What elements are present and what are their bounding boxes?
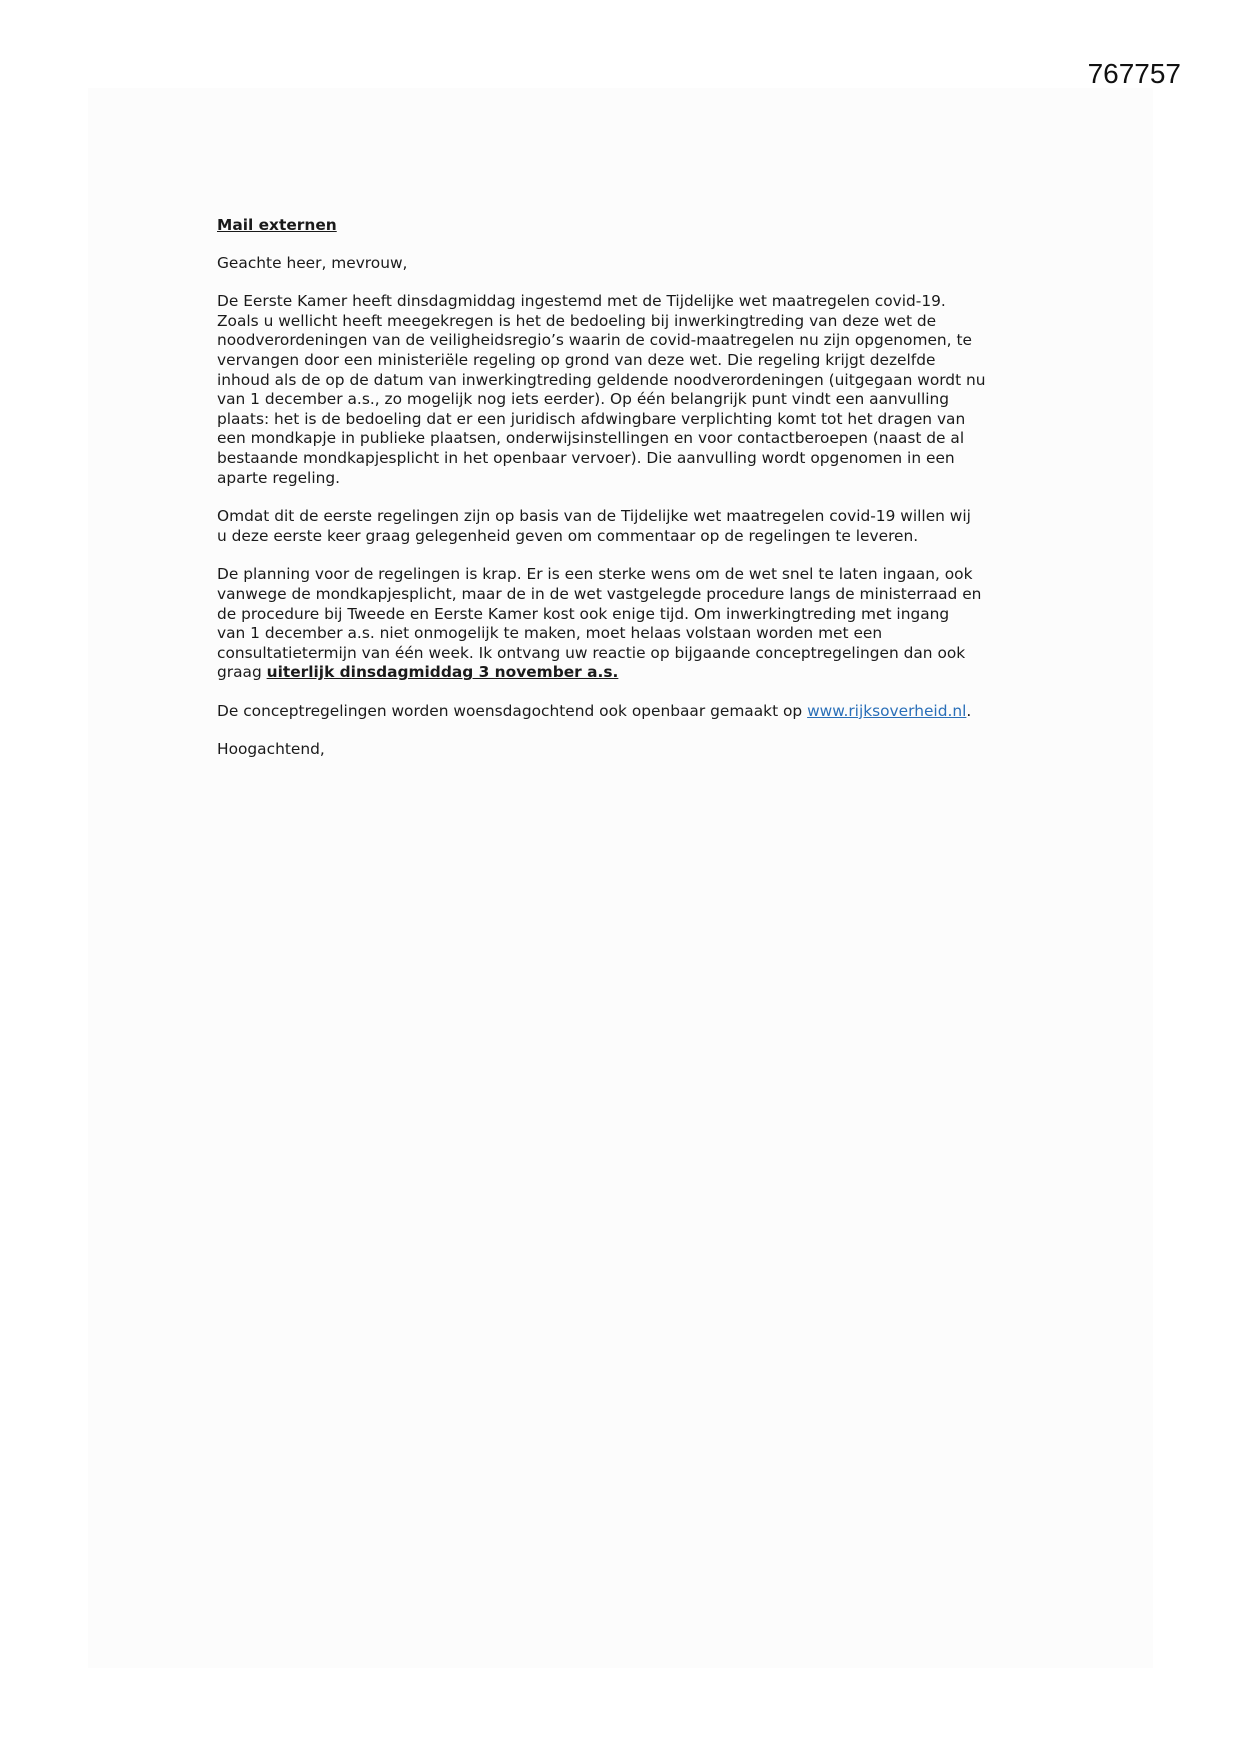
text-line: aparte regeling. <box>217 468 341 487</box>
email-title: Mail externen <box>217 216 337 234</box>
rijksoverheid-link[interactable]: www.rijksoverheid.nl <box>807 701 967 720</box>
text-line: inhoud als de op de datum van inwerkingtreding geldende noodverordeningen (uitgegaan wordt nu <box>217 370 986 389</box>
text-line: Omdat dit de eerste regelingen zijn op basis van de Tijdelijke wet maatregelen covid-19 willen wij <box>217 507 971 526</box>
closing: Hoogachtend, <box>217 740 325 759</box>
publication-text: De conceptregelingen worden woensdagochtend ook openbaar gemaakt op <box>217 701 808 720</box>
paragraph-publication <box>217 702 1037 722</box>
text-line: De planning voor de regelingen is krap. Er is een sterke wens om de wet snel te laten ingaan, ook <box>217 565 973 584</box>
text-line: bestaande mondkapjesplicht in het openbaar vervoer). Die aanvulling wordt opgenomen in een <box>217 448 955 467</box>
text-line: vanwege de mondkapjesplicht, maar de in de wet vastgelegde procedure langs de ministerraad en <box>217 584 982 603</box>
publication-suffix: . <box>966 701 972 720</box>
text-line: een mondkapje in publieke plaatsen, onderwijsinstellingen en voor contactberoepen (naast de al <box>217 429 965 448</box>
text-line: plaats: het is de bedoeling dat er een juridisch afdwingbare verplichting komt tot het dragen van <box>217 409 966 428</box>
text-line: De Eerste Kamer heeft dinsdagmiddag ingestemd met de Tijdelijke wet maatregelen covid-19. <box>217 292 946 311</box>
text-line: consultatietermijn van één week. Ik ontvang uw reactie op bijgaande conceptregelingen dan ook <box>217 643 966 662</box>
text-line: noodverordeningen van de veiligheidsregio’s waarin de covid-maatregelen nu zijn opgenomen, te <box>217 331 972 350</box>
text-line: Zoals u wellicht heeft meegekregen is het de bedoeling bij inwerkingtreding van deze wet de <box>217 311 937 330</box>
salutation: Geachte heer, mevrouw, <box>217 253 408 272</box>
deadline-prefix: graag <box>217 663 267 682</box>
deadline-text: uiterlijk dinsdagmiddag 3 november a.s. <box>266 663 619 682</box>
text-line: de procedure bij Tweede en Eerste Kamer kost ook enige tijd. Om inwerkingtreding met ingang <box>217 604 950 623</box>
text-line: van 1 december a.s. niet onmogelijk te maken, moet helaas volstaan worden met een <box>217 624 883 643</box>
document-number: 767757 <box>1087 58 1181 89</box>
text-line: vervangen door een ministeriële regeling op grond van deze wet. Die regeling krijgt dezelfde <box>217 350 936 369</box>
paragraph-consultation <box>217 507 1037 546</box>
text-line <box>217 663 1037 683</box>
paragraph-announcement <box>217 292 1037 488</box>
text-line: van 1 december a.s., zo mogelijk nog iets eerder). Op één belangrijk punt vindt een aanvulling <box>217 390 950 409</box>
text-line: u deze eerste keer graag gelegenheid geven om commentaar op de regelingen te leveren. <box>217 526 919 545</box>
paragraph-planning <box>217 565 1037 683</box>
email-body <box>217 216 1037 779</box>
